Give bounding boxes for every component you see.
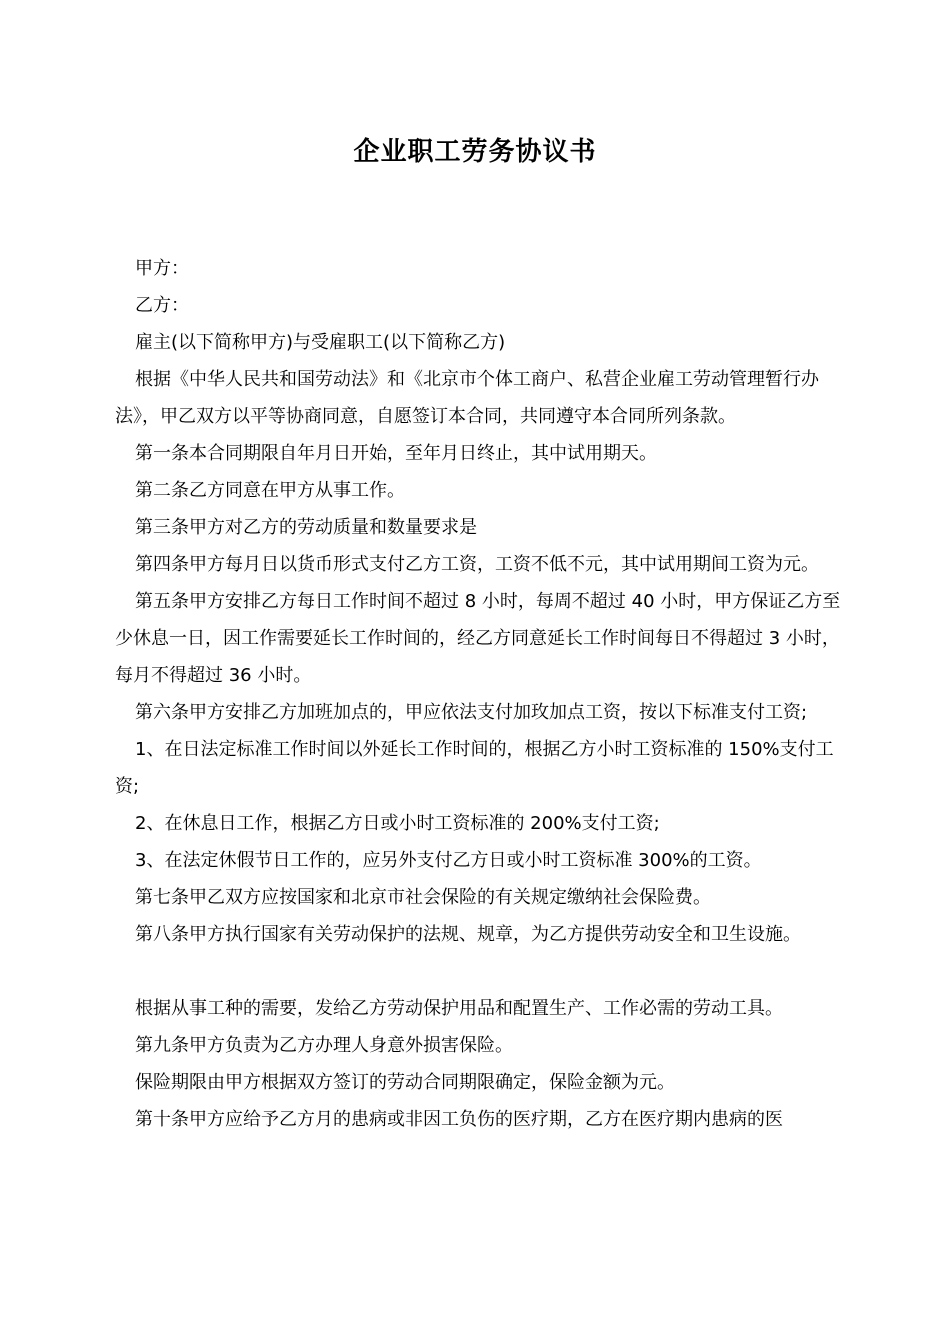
article-3: 第三条甲方对乙方的劳动质量和数量要求是 — [135, 517, 477, 538]
article-2: 第二条乙方同意在甲方从事工作。 — [135, 480, 405, 501]
article-10: 第十条甲方应给予乙方月的患病或非因工负伤的医疗期，乙方在医疗期内患病的医 — [135, 1109, 783, 1130]
parties-definition: 雇主(以下简称甲方)与受雇职工(以下简称乙方) — [135, 332, 506, 353]
party-a-line: 甲方： — [135, 258, 189, 279]
article-5: 第五条甲方安排乙方每日工作时间不超过 8 小时，每周不超过 40 小时，甲方保证乙方至少休息一日，因工作需要延长工作时间的，经乙方同意延长工作时间每日不得超过 3 小时，每月不得超过 36 小时。 — [115, 591, 841, 686]
article-4: 第四条甲方每月日以货币形式支付乙方工资，工资不低不元，其中试用期间工资为元。 — [135, 554, 819, 575]
paragraph-spacer — [115, 953, 845, 990]
preamble-paragraph: 根据《中华人民共和国劳动法》和《北京市个体工商户、私营企业雇工劳动管理暂行办法》，甲乙双方以平等协商同意，自愿签订本合同，共同遵守本合同所列条款。 — [115, 369, 819, 427]
article-6-item-1: 1、在日法定标准工作时间以外延长工作时间的，根据乙方小时工资标准的 150%支付工资; — [115, 739, 834, 797]
article-8-continued: 根据从事工种的需要，发给乙方劳动保护用品和配置生产、工作必需的劳动工具。 — [135, 998, 783, 1019]
article-6-item-2: 2、在休息日工作，根据乙方日或小时工资标准的 200%支付工资; — [135, 813, 660, 834]
article-9: 第九条甲方负责为乙方办理人身意外损害保险。 — [135, 1035, 513, 1056]
article-9-insurance-term: 保险期限由甲方根据双方签订的劳动合同期限确定，保险金额为元。 — [135, 1072, 675, 1093]
party-b-line: 乙方： — [135, 295, 189, 316]
article-6: 第六条甲方安排乙方加班加点的，甲应依法支付加玫加点工资，按以下标准支付工资; — [135, 702, 808, 723]
article-8: 第八条甲方执行国家有关劳动保护的法规、规章，为乙方提供劳动安全和卫生设施。 — [135, 924, 801, 945]
article-7: 第七条甲乙双方应按国家和北京市社会保险的有关规定缴纳社会保险费。 — [135, 887, 711, 908]
article-6-item-3: 3、在法定休假节日工作的，应另外支付乙方日或小时工资标准 300%的工资。 — [135, 850, 762, 871]
document-title: 企业职工劳务协议书 — [353, 137, 597, 167]
document-body — [115, 250, 845, 1138]
article-1: 第一条本合同期限自年月日开始，至年月日终止，其中试用期天。 — [135, 443, 657, 464]
